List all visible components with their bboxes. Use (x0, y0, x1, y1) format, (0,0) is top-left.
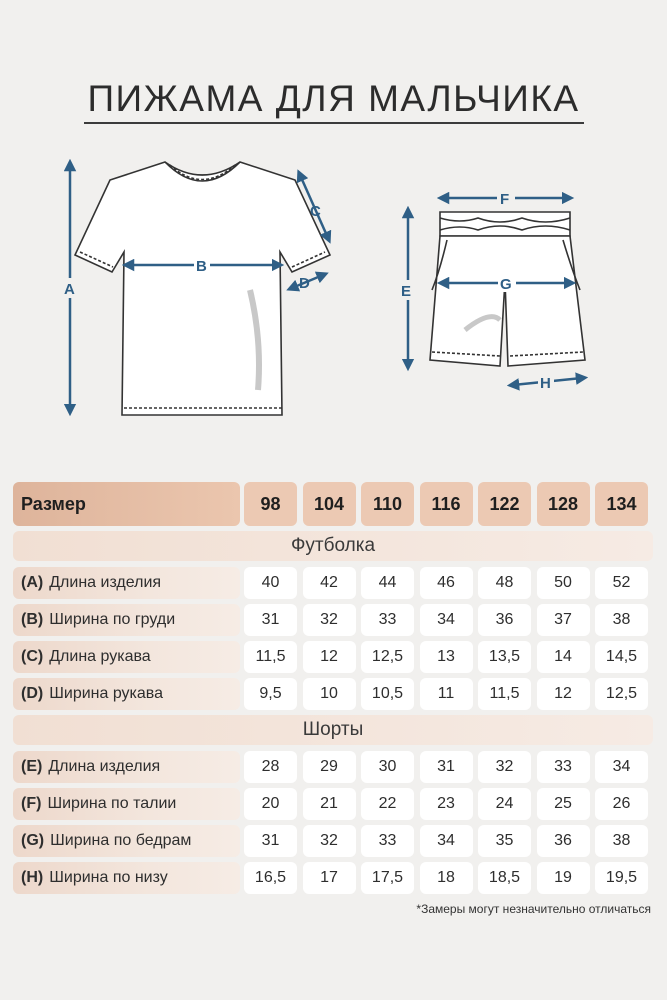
measurement-value: 34 (595, 751, 648, 783)
measurement-label (13, 641, 240, 673)
size-column-header: 122 (478, 482, 531, 526)
measurement-code: (C) (21, 648, 44, 665)
size-column-header: 128 (537, 482, 590, 526)
measurement-value: 10 (303, 678, 356, 710)
measurement-value: 52 (595, 567, 648, 599)
measurement-value: 18,5 (478, 862, 531, 894)
measurement-value: 16,5 (244, 862, 297, 894)
measurement-value: 32 (303, 604, 356, 636)
measurement-value: 17,5 (361, 862, 414, 894)
measurement-code: (F) (21, 795, 42, 812)
measurement-value: 36 (478, 604, 531, 636)
dim-label-h: H (540, 375, 551, 392)
measurement-value: 13,5 (478, 641, 531, 673)
measurement-value: 17 (303, 862, 356, 894)
measurement-value: 32 (478, 751, 531, 783)
measurement-value: 14,5 (595, 641, 648, 673)
measurement-value: 37 (537, 604, 590, 636)
measurement-row (13, 567, 653, 599)
title-underline (84, 122, 584, 124)
measurement-value: 9,5 (244, 678, 297, 710)
measurement-row (13, 641, 653, 673)
measurement-value: 31 (420, 751, 473, 783)
measurement-label (13, 604, 240, 636)
dim-label-f: F (500, 191, 510, 208)
measurement-value: 30 (361, 751, 414, 783)
measurement-value: 11,5 (244, 641, 297, 673)
dim-label-b: B (196, 258, 207, 275)
size-column-header: 134 (595, 482, 648, 526)
measurement-name: Ширина по груди (49, 611, 176, 628)
measurement-value: 46 (420, 567, 473, 599)
measurement-code: (A) (21, 574, 44, 591)
measurement-value: 12,5 (361, 641, 414, 673)
measurement-value: 32 (303, 825, 356, 857)
measurement-value: 50 (537, 567, 590, 599)
measurement-value: 38 (595, 604, 648, 636)
measurement-row (13, 604, 653, 636)
measurement-code: (G) (21, 832, 45, 849)
measurement-value: 19 (537, 862, 590, 894)
measurement-label (13, 825, 240, 857)
measurement-name: Длина изделия (48, 758, 161, 775)
measurement-value: 33 (537, 751, 590, 783)
measurement-name: Ширина по низу (49, 869, 168, 886)
page-title: ПИЖАМА ДЛЯ МАЛЬЧИКА (87, 78, 580, 119)
measurement-value: 35 (478, 825, 531, 857)
measurement-value: 10,5 (361, 678, 414, 710)
section-title: Шорты (13, 715, 653, 745)
size-column-header: 98 (244, 482, 297, 526)
measurement-value: 19,5 (595, 862, 648, 894)
measurement-name: Длина изделия (49, 574, 162, 591)
measurement-value: 40 (244, 567, 297, 599)
measurement-name: Длина рукава (49, 648, 151, 665)
tshirt-illustration (75, 162, 330, 415)
measurement-value: 33 (361, 825, 414, 857)
measurement-value: 14 (537, 641, 590, 673)
measurement-value: 24 (478, 788, 531, 820)
measurement-value: 31 (244, 604, 297, 636)
size-column-header: 116 (420, 482, 473, 526)
measurement-value: 12 (303, 641, 356, 673)
measurement-value: 29 (303, 751, 356, 783)
dim-label-c: C (310, 203, 321, 220)
size-header-label: Размер (13, 482, 240, 526)
size-header-row (13, 482, 653, 526)
measurement-row (13, 825, 653, 857)
measurement-value: 12,5 (595, 678, 648, 710)
measurement-value: 44 (361, 567, 414, 599)
measurement-value: 33 (361, 604, 414, 636)
measurement-value: 36 (537, 825, 590, 857)
measurement-value: 34 (420, 825, 473, 857)
measurement-value: 18 (420, 862, 473, 894)
measurement-value: 31 (244, 825, 297, 857)
measurement-value: 23 (420, 788, 473, 820)
dim-label-e: E (401, 283, 412, 300)
measurement-value: 22 (361, 788, 414, 820)
measurement-value: 34 (420, 604, 473, 636)
measurement-label (13, 567, 240, 599)
measurement-code: (E) (21, 758, 43, 775)
measurement-value: 21 (303, 788, 356, 820)
measurement-value: 48 (478, 567, 531, 599)
measurement-value: 26 (595, 788, 648, 820)
measurement-row (13, 678, 653, 710)
size-column-header: 110 (361, 482, 414, 526)
measurement-value: 28 (244, 751, 297, 783)
dim-label-a: A (64, 281, 75, 298)
measurement-label (13, 751, 240, 783)
measurement-code: (D) (21, 685, 44, 702)
measurement-label (13, 678, 240, 710)
measurement-note: *Замеры могут незначительно отличаться (416, 902, 651, 916)
garment-diagram (0, 140, 667, 470)
measurement-row (13, 788, 653, 820)
measurement-name: Ширина рукава (49, 685, 164, 702)
measurement-label (13, 788, 240, 820)
size-column-header: 104 (303, 482, 356, 526)
measurement-code: (B) (21, 611, 44, 628)
dim-label-d: D (299, 275, 310, 292)
measurement-value: 12 (537, 678, 590, 710)
measurement-label (13, 862, 240, 894)
measurement-code: (H) (21, 869, 44, 886)
measurement-name: Ширина по бедрам (50, 832, 192, 849)
measurement-value: 38 (595, 825, 648, 857)
dim-label-g: G (500, 276, 512, 293)
measurement-name: Ширина по талии (47, 795, 177, 812)
measurement-value: 13 (420, 641, 473, 673)
measurement-value: 11,5 (478, 678, 531, 710)
measurement-value: 20 (244, 788, 297, 820)
section-title: Футболка (13, 531, 653, 561)
measurement-row (13, 862, 653, 894)
measurement-value: 42 (303, 567, 356, 599)
measurement-value: 25 (537, 788, 590, 820)
measurement-row (13, 751, 653, 783)
measurement-value: 11 (420, 678, 473, 710)
